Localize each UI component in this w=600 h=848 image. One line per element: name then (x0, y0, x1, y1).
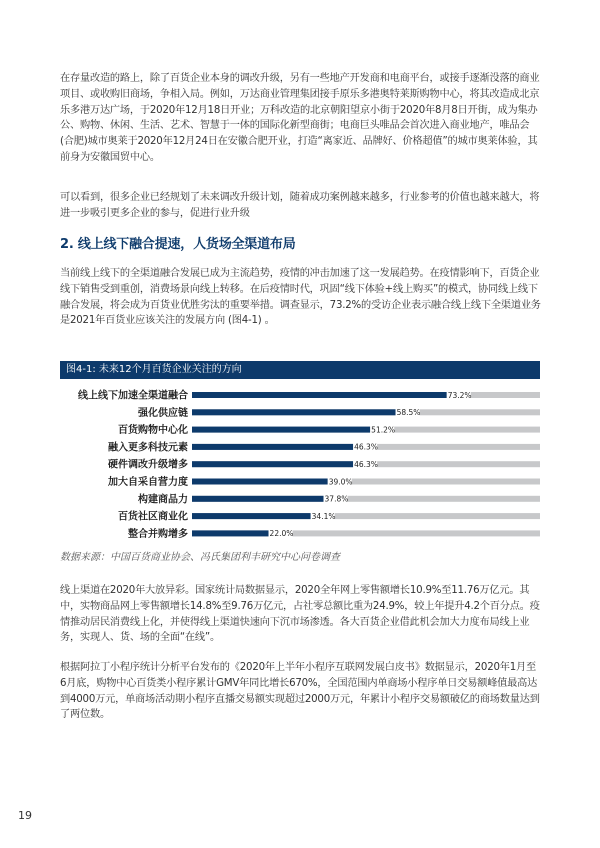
value-label: 46.3% (354, 460, 378, 469)
page-number: 19 (18, 809, 32, 822)
category-label: 构建商品力 (138, 494, 188, 506)
paragraph-outlook: 可以看到，很多企业已经规划了未来调改升级计划，随着成功案例越来越多，行业参考的价值也越来越大，将进一步吸引更多企业的参与，促进行业升级 (60, 192, 540, 219)
bar (192, 530, 269, 536)
bar (192, 496, 324, 502)
bar (192, 461, 353, 467)
value-label: 58.5% (396, 408, 421, 418)
bar (192, 427, 370, 433)
category-label: 强化供应链 (138, 407, 188, 419)
value-label: 51.2% (371, 425, 396, 435)
chart-source: 数据来源：中国百货商业协会、冯氏集团利丰研究中心问卷调查 (60, 552, 340, 563)
category-label: 线上线下加速全渠道融合 (78, 390, 188, 402)
value-label: 39.0% (328, 477, 353, 487)
bar (192, 409, 396, 415)
value-label: 37.8% (324, 494, 349, 504)
paragraph-online-channel: 线上渠道在2020年大放异彩。国家统计局数据显示，2020全年网上零售额增长10.9%至11.76万亿元。其中，实物商品网上零售额增长14.8%至9.76万亿元，占社零总额比重为24.9%，较上年提升4.2个百分点。疫情推动居民消费线上化，并使得线上渠道快速向下沉市场渗透。各大百货企业借此机会加大力度布局线上业务，实现人、货、场的全面“在线”。 (60, 585, 540, 644)
paragraph-omnichannel: 当前线上线下的全渠道融合发展已成为主流趋势，疫情的冲击加速了这一发展趋势。在疫情影响下，百货企业线下销售受到重创，消费场景向线上转移。在后疫情时代，巩固“线下体验+线上购买”的模式，协同线上线下融合发展，将会成为百货业优胜劣汰的重要举措。调查显示，73.2%的受访企业表示融合线上线下全渠道业务是2021年百货业应该关注的发展方向 (图4-1) 。 (60, 268, 541, 327)
bar-chart (60, 388, 540, 544)
chart-title: 图4-1: 未来12个月百货企业关注的方向 (60, 361, 540, 379)
bar (192, 513, 311, 519)
category-label: 百货社区商业化 (118, 511, 188, 523)
section-heading: 2. 线上线下融合提速，人货场全渠道布局 (60, 237, 296, 252)
bar (192, 392, 447, 398)
category-label: 百货购物中心化 (118, 425, 188, 437)
paragraph-mini-program: 根据阿拉丁小程序统计分析平台发布的《2020年上半年小程序互联网发展白皮书》数据显示，2020年1月至6月底，购物中心百货类小程序累计GMV年同比增长670%，全国范围内单商场小程序单日交易额峰值最高达到4000万元，单商场活动期小程序直播交易额实现超过2000万元，年累计小程序交易额破亿的商场数量达到了两位数。 (60, 662, 540, 721)
category-label: 硬件调改升级增多 (108, 459, 188, 471)
category-label: 整合并购增多 (128, 528, 188, 540)
bar (192, 479, 328, 485)
category-label: 加大自采自营力度 (108, 477, 188, 488)
paragraph-renovation: 在存量改造的路上，除了百货企业本身的调改升级，另有一些地产开发商和电商平台，或接手逐渐没落的商业项目、或收购旧商场，争相入局。例如，万达商业管理集团接手原乐多港奥特莱斯购物中心，将其改造成北京乐多港万达广场，于2020年12月18日开业；万科改造的北京朝阳望京小街于2020年8月8日开街，成为集办公、购物、休闲、生活、艺术、智慧于一体的国际化新型商街；电商巨头唯品会首次进入商业地产，唯品会(合肥)城市奥莱于2020年12月24日在安徽合肥开业，打造“离家近、品牌好、价格超值”的城市奥莱体验，其前身为安徽国贸中心。 (60, 73, 540, 163)
value-label: 34.1% (311, 511, 336, 521)
value-label: 46.3% (354, 442, 378, 452)
bar (192, 444, 353, 450)
category-label: 融入更多科技元素 (108, 442, 188, 454)
value-label: 22.0% (269, 529, 294, 539)
value-label: 73.2% (447, 390, 472, 400)
